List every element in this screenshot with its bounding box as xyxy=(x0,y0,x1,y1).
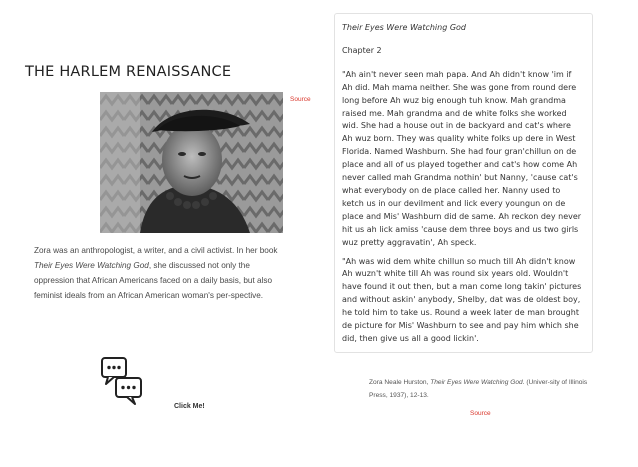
excerpt-paragraph: "Ah ain't never seen mah papa. And Ah didn't know 'im if Ah did. Mah mama neither. She was gone from round dere long before Ah wuz big enough tuh know. Mah grandma raised me. Mah grandma and de white folks she worked wid. She had a house out in de backyard and cat's where Ah wuz born. They was quality white folks up dere in West Florida. Named Washburn. She had four gran'chillun on de place and all of us played together and cat's how come Ah never called mah Grandma nothin' but Nanny, 'cause cat's what everybody on de place called her. Nanny used to ketch us in our devilment and lick every youngun on de place and Mis' Washburn did de same. Ah reckon dey never hit us ah lick amiss 'cause dem three boys and us two girls wuz pretty aggravatin', Ah speck. xyxy=(342,69,582,247)
portrait-photo xyxy=(100,92,283,233)
page-title: THE HARLEM RENAISSANCE xyxy=(25,64,232,80)
excerpt-paragraph: "Ah was wid dem white chillun so much till Ah didn't know Ah wuzn't white till Ah was round six years old. Wouldn't have found it out then, but a man come long takin' pictures and without askin' anybody, Shelby, dat was de oldest boy, he told him to take us. Round a week later de man brought de picture for Mis' Washburn to see and pay him which she did, then give us all a good lickin'. xyxy=(342,256,582,343)
click-me-label[interactable]: Click Me! xyxy=(174,403,205,410)
intro-book-title: Their Eyes Were Watching God xyxy=(34,261,149,270)
citation-book-title: Their Eyes Were Watching God xyxy=(430,379,523,386)
excerpt-chapter: Chapter 2 xyxy=(342,46,382,56)
intro-text xyxy=(34,243,292,303)
citation-details: . (Univer-sity of Illinois Press, 1937), 12-13. xyxy=(369,379,588,399)
excerpt-title: Their Eyes Were Watching God xyxy=(342,23,467,32)
source-link-citation[interactable]: Source xyxy=(470,410,491,417)
excerpt-card xyxy=(334,13,593,353)
citation xyxy=(369,377,597,402)
chat-bubbles-icon[interactable] xyxy=(100,356,144,413)
intro-part2: , she discussed not only the oppression that African Americans faced on a daily basis, but also feminist ideals from an African American woman's per-spective. xyxy=(34,261,273,300)
portrait-image xyxy=(100,92,283,233)
citation-author: Zora Neale Hurston, xyxy=(369,379,431,386)
intro-part1: Zora was an anthropologist, a writer, and a civil activist. In her book xyxy=(34,246,278,255)
source-link-photo[interactable]: Source xyxy=(290,96,311,103)
